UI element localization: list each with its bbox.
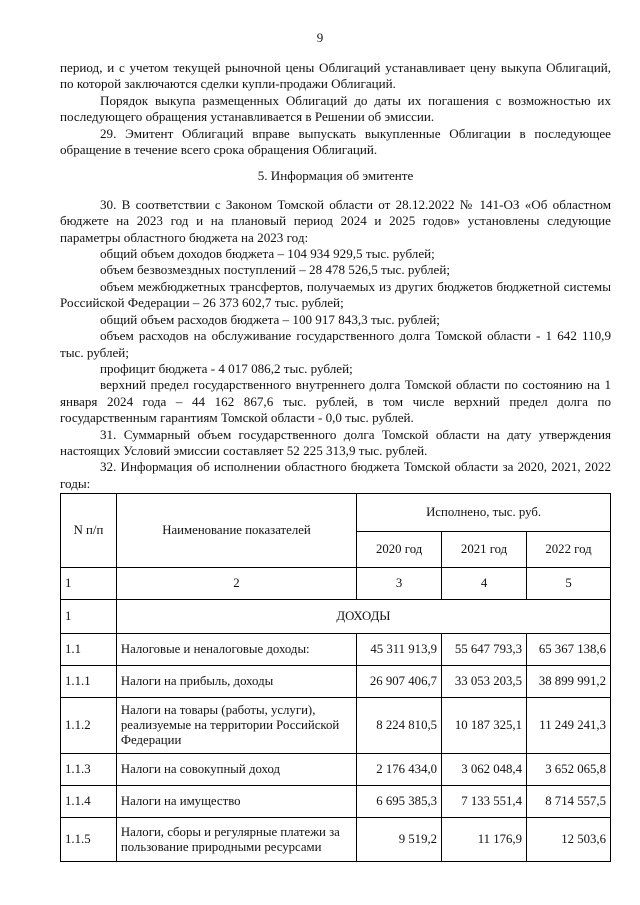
- row-value-2021: 3 062 048,4: [442, 754, 527, 786]
- table-row: [61, 786, 611, 818]
- document-body: [60, 60, 611, 492]
- header-2021: 2021 год: [442, 532, 527, 568]
- header-no: N п/п: [61, 494, 117, 568]
- row-value-2020: 2 176 434,0: [357, 754, 442, 786]
- row-name: Налоги на имущество: [116, 786, 356, 818]
- page-number: 9: [316, 30, 324, 45]
- row-value-2020: 8 224 810,5: [357, 698, 442, 754]
- index-cell: 4: [442, 568, 527, 600]
- paragraph-31: 31. Суммарный объем государственного долга Томской области на дату утверждения настоящих Условий эмиссии составляет 52 225 313,9 тыс. рублей.: [60, 426, 611, 458]
- row-name: Налоги на прибыль, доходы: [116, 666, 356, 698]
- budget-param-grants: объем безвозмездных поступлений – 28 478 526,5 тыс. рублей;: [100, 262, 450, 278]
- header-2022: 2022 год: [527, 532, 611, 568]
- header-executed: Исполнено, тыс. руб.: [357, 494, 611, 532]
- row-name: Налоги на товары (работы, услуги), реализуемые на территории Российской Федерации: [116, 698, 356, 754]
- index-cell: 2: [116, 568, 356, 600]
- index-cell: 1: [61, 568, 117, 600]
- row-value-2020: 9 519,2: [357, 818, 442, 862]
- row-value-2020: 6 695 385,3: [357, 786, 442, 818]
- row-value-2022: 8 714 557,5: [527, 786, 611, 818]
- budget-param-expenses: общий объем расходов бюджета – 100 917 843,3 тыс. рублей;: [100, 311, 440, 327]
- row-value-2022: 65 367 138,6: [527, 634, 611, 666]
- row-value-2021: 10 187 325,1: [442, 698, 527, 754]
- paragraph-32: 32. Информация об исполнении областного бюджета Томской области за 2020, 2021, 2022 годы:: [60, 459, 611, 491]
- paragraph-30: 30. В соответствии с Законом Томской области от 28.12.2022 № 141-ОЗ «Об областном бюджете на 2023 год и на плановый период 2024 и 2025 годов» установлены следующие параметры областного бюджета на 2023 год:: [60, 196, 611, 245]
- index-cell: 3: [357, 568, 442, 600]
- paragraph-buyback-order: Порядок выкупа размещенных Облигаций до даты их погашения с возможностью их последующего обращения устанавливается в Решении об эмиссии.: [60, 92, 611, 125]
- paragraph-29: 29. Эмитент Облигаций вправе выпускать выкупленные Облигации в последующее обращение в течение всего срока обращения Облигаций.: [60, 125, 611, 158]
- header-name: Наименование показателей: [116, 494, 356, 568]
- paragraph-continuation: период, и с учетом текущей рыночной цены Облигаций устанавливает цену выкупа Облигаций, по которой заключаются сделки купли-продажи Облигаций.: [60, 60, 611, 92]
- row-value-2021: 55 647 793,3: [442, 634, 527, 666]
- table-row: [61, 634, 611, 666]
- table-row: [61, 754, 611, 786]
- budget-param-revenue: общий объем доходов бюджета – 104 934 929,5 тыс. рублей;: [100, 246, 435, 262]
- table-row: [61, 666, 611, 698]
- table-index-row: [61, 568, 611, 600]
- budget-execution-table: [60, 493, 611, 862]
- budget-param-surplus: профицит бюджета - 4 017 086,2 тыс. рублей;: [100, 360, 353, 376]
- row-name: Налоги, сборы и регулярные платежи за пользование природными ресурсами: [116, 818, 356, 862]
- row-no: 1.1.5: [61, 818, 117, 862]
- row-value-2021: 7 133 551,4: [442, 786, 527, 818]
- table-row: [61, 698, 611, 754]
- row-value-2021: 11 176,9: [442, 818, 527, 862]
- row-value-2022: 11 249 241,3: [527, 698, 611, 754]
- row-no: 1.1: [61, 634, 117, 666]
- row-name: Налоги на совокупный доход: [116, 754, 356, 786]
- row-no: 1.1.3: [61, 754, 117, 786]
- table-row: [61, 818, 611, 862]
- row-no: 1.1.2: [61, 698, 117, 754]
- budget-param-transfers: объем межбюджетных трансфертов, получаемых из других бюджетов бюджетной системы Российской Федерации – 26 373 602,7 тыс. рублей;: [60, 278, 611, 311]
- budget-param-debt-limit: верхний предел государственного внутреннего долга Томской области по состоянию на 1 января 2024 года – 44 162 867,6 тыс. рублей, в том числе верхний предел долга по государственным гарантиям Томской области - 0,0 тыс. рублей.: [60, 377, 611, 426]
- index-cell: 5: [527, 568, 611, 600]
- row-value-2022: 3 652 065,8: [527, 754, 611, 786]
- table-section-row: [61, 600, 611, 634]
- header-2020: 2020 год: [357, 532, 442, 568]
- row-value-2020: 26 907 406,7: [357, 666, 442, 698]
- row-value-2022: 38 899 991,2: [527, 666, 611, 698]
- section-heading: 5. Информация об эмитенте: [257, 168, 414, 184]
- budget-param-debt-service: объем расходов на обслуживание государственного долга Томской области - 1 642 110,9 тыс. рублей;: [60, 328, 611, 360]
- table-header-row: [61, 494, 611, 532]
- row-no: 1.1.4: [61, 786, 117, 818]
- row-name: Налоговые и неналоговые доходы:: [116, 634, 356, 666]
- row-value-2022: 12 503,6: [527, 818, 611, 862]
- section-no: 1: [61, 600, 117, 634]
- row-value-2020: 45 311 913,9: [357, 634, 442, 666]
- section-title: ДОХОДЫ: [116, 600, 610, 634]
- row-value-2021: 33 053 203,5: [442, 666, 527, 698]
- row-no: 1.1.1: [61, 666, 117, 698]
